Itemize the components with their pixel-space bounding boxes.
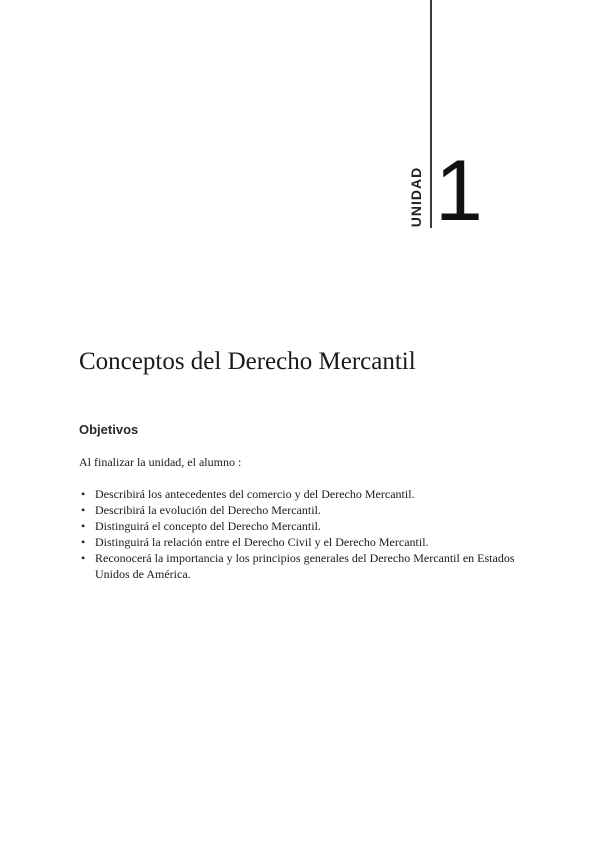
objectives-list bbox=[79, 486, 529, 582]
objective-text: Describirá los antecedentes del comercio y del Derecho Mercantil. bbox=[95, 487, 415, 501]
objective-item-3 bbox=[79, 518, 529, 534]
objective-text: Distinguirá el concepto del Derecho Mercantil. bbox=[95, 519, 321, 533]
objectives-heading: Objetivos bbox=[79, 422, 139, 437]
unit-number: 1 bbox=[435, 143, 483, 239]
unit-label: UNIDAD bbox=[408, 166, 424, 228]
chapter-title: Conceptos del Derecho Mercantil bbox=[79, 348, 416, 375]
objective-item-4 bbox=[79, 534, 529, 550]
objective-text: Distinguirá la relación entre el Derecho Civil y el Derecho Mercantil. bbox=[95, 535, 429, 549]
bullet-marker: • bbox=[81, 535, 86, 549]
objectives-intro: Al finalizar la unidad, el alumno : bbox=[79, 455, 242, 469]
bullet-marker: • bbox=[81, 519, 86, 533]
objective-item-2 bbox=[79, 502, 529, 518]
bullet-marker: • bbox=[81, 551, 86, 565]
unit-divider-rule bbox=[430, 0, 432, 228]
objective-text: Reconocerá la importancia y los principios generales del Derecho Mercantil en Estados Unidos de América. bbox=[95, 551, 515, 581]
bullet-marker: • bbox=[81, 487, 86, 501]
objective-item-1 bbox=[79, 486, 529, 502]
objective-text: Describirá la evolución del Derecho Mercantil. bbox=[95, 503, 321, 517]
objective-item-5 bbox=[79, 550, 529, 582]
bullet-marker: • bbox=[81, 503, 86, 517]
